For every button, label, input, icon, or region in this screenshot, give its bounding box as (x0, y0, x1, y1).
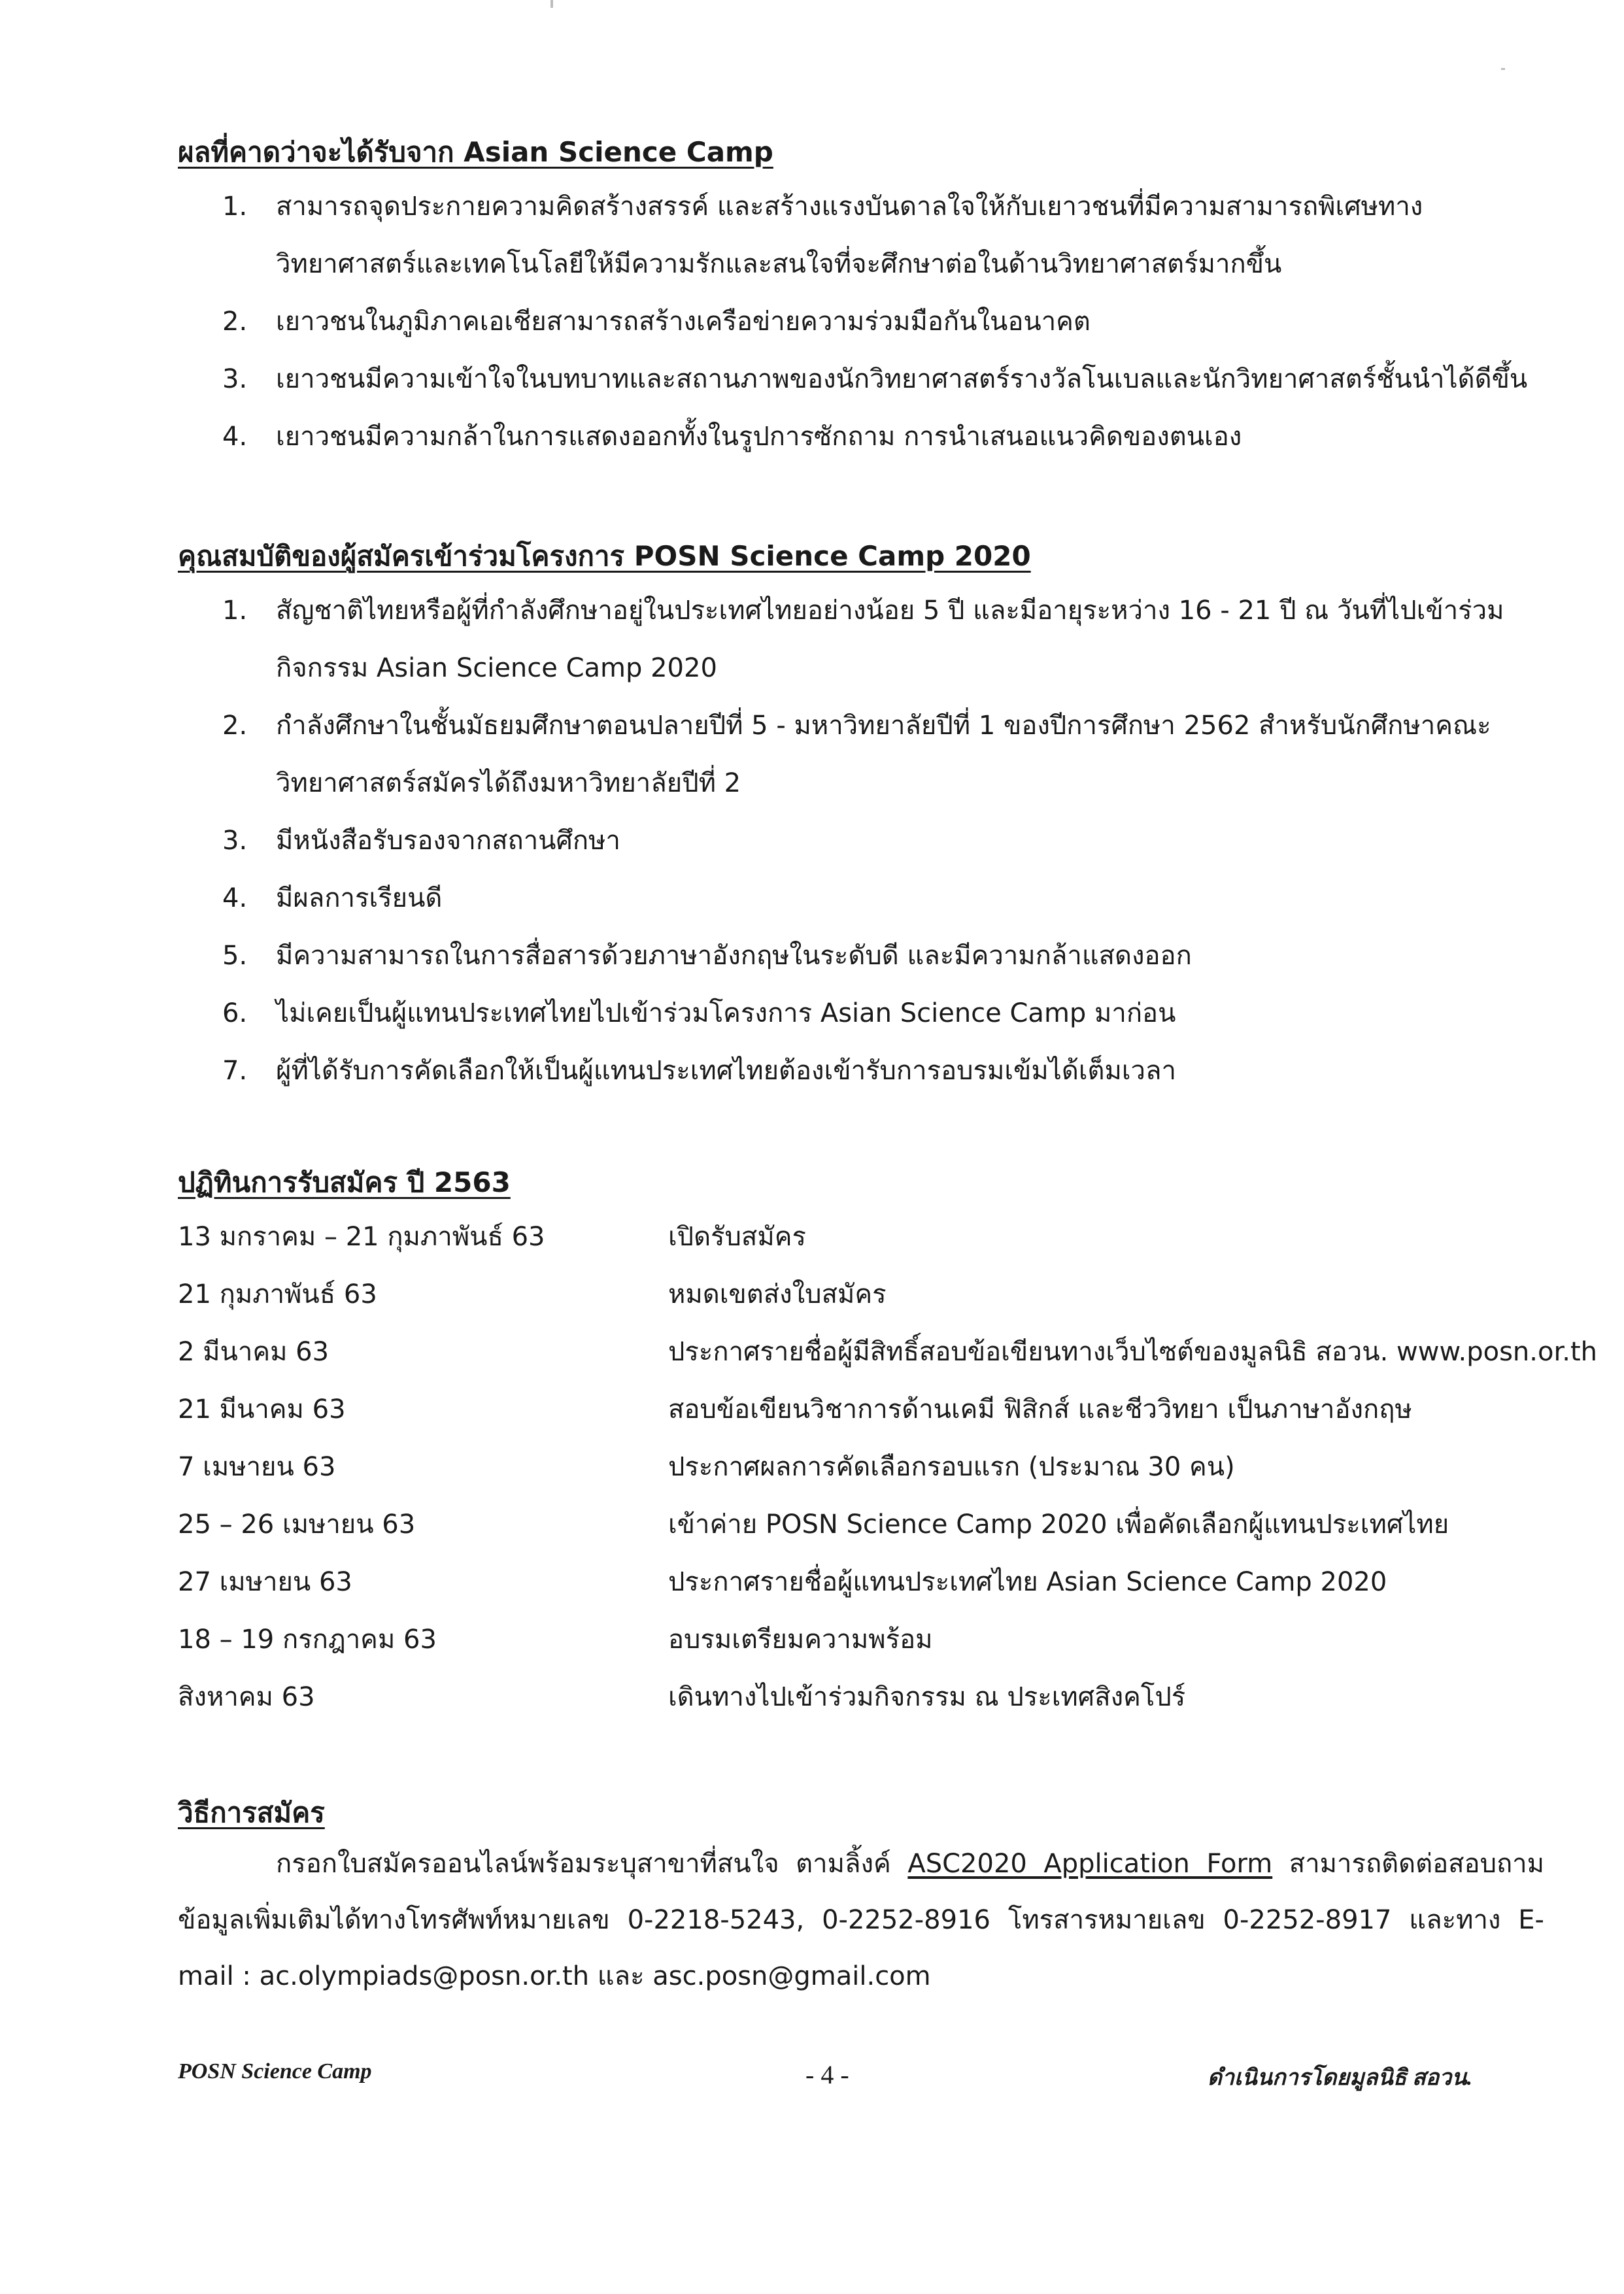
calendar-event: ประกาศรายชื่อผู้มีสิทธิ์สอบข้อเขียนทางเว็บไซต์ของมูลนิธิ สอวน. www.posn.or.th (668, 1337, 1597, 1367)
calendar-date: 21 มีนาคม 63 (178, 1394, 346, 1425)
calendar-row (178, 1266, 1551, 1323)
calendar-row (178, 1611, 1551, 1668)
list-item (222, 869, 1543, 927)
list-item (222, 927, 1543, 985)
calendar-row (178, 1381, 1551, 1438)
list-item (222, 293, 1543, 350)
calendar-row (178, 1438, 1551, 1496)
calendar-date: 7 เมษายน 63 (178, 1452, 336, 1482)
calendar-event: เปิดรับสมัคร (668, 1222, 806, 1252)
footer-left: POSN Science Camp (178, 2059, 372, 2083)
list-item (222, 350, 1543, 408)
how-to-apply-paragraph (178, 1836, 1544, 2004)
calendar-date: 2 มีนาคม 63 (178, 1337, 330, 1367)
item-text: มีความสามารถในการสื่อสารด้วยภาษาอังกฤษในระดับดี และมีความกล้าแสดงออก (276, 941, 1192, 971)
item-number: 4. (222, 422, 248, 452)
calendar-row (178, 1668, 1551, 1726)
item-number: 2. (222, 711, 248, 741)
calendar-event: อบรมเตรียมความพร้อม (668, 1625, 933, 1655)
item-text: เยาวชนมีความเข้าใจในบทบาทและสถานภาพของนักวิทยาศาสตร์รางวัลโนเบลและนักวิทยาศาสตร์ชั้นนำได้ดีขึ้น (276, 364, 1528, 394)
item-number: 7. (222, 1056, 248, 1086)
item-number: 6. (222, 998, 248, 1028)
item-text: สัญชาติไทยหรือผู้ที่กำลังศึกษาอยู่ในประเทศไทยอย่างน้อย 5 ปี และมีอายุระหว่าง 16 - 21 ปี ณ วันที่ไปเข้าร่วมกิจกรรม Asian Science Camp 2020 (276, 596, 1504, 683)
apply-text: กรอกใบสมัครออนไลน์พร้อมระบุสาขาที่สนใจ ตามลิ้งค์ (276, 1849, 908, 1879)
item-text: ไม่เคยเป็นผู้แทนประเทศไทยไปเข้าร่วมโครงการ Asian Science Camp มาก่อน (276, 998, 1176, 1028)
apply-contact-text: สามารถติดต่อสอบถามข้อมูลเพิ่มเติมได้ทางโทรศัพท์หมายเลข 0-2218-5243, 0-2252-8916 โทรสารหมายเลข 0-2252-8917 และทาง E-mail : ac.olympiads@posn.or.th และ asc.posn@gmail.com (178, 1849, 1545, 1991)
item-text: มีหนังสือรับรองจากสถานศึกษา (276, 826, 620, 856)
item-text: เยาวชนมีความกล้าในการแสดงออกทั้งในรูปการซักถาม การนำเสนอแนวคิดของตนเอง (276, 422, 1242, 452)
calendar-date: 25 – 26 เมษายน 63 (178, 1510, 416, 1540)
calendar-event: ประกาศผลการคัดเลือกรอบแรก (ประมาณ 30 คน) (668, 1452, 1235, 1482)
calendar-date: 13 มกราคม – 21 กุมภาพันธ์ 63 (178, 1222, 545, 1252)
item-number: 1. (222, 596, 248, 626)
page-number: - 4 - (805, 2060, 849, 2089)
section-title-expected-results: ผลที่คาดว่าจะได้รับจาก Asian Science Camp (178, 136, 773, 168)
item-text: ผู้ที่ได้รับการคัดเลือกให้เป็นผู้แทนประเทศไทยต้องเข้ารับการอบรมเข้มได้เต็มเวลา (276, 1056, 1176, 1086)
item-number: 3. (222, 364, 248, 394)
list-item (222, 408, 1543, 465)
expected-results-list (222, 178, 1543, 465)
calendar-row (178, 1323, 1597, 1381)
item-number: 5. (222, 941, 248, 971)
item-text: เยาวชนในภูมิภาคเอเชียสามารถสร้างเครือข่ายความร่วมมือกันในอนาคต (276, 307, 1091, 337)
calendar-event: เดินทางไปเข้าร่วมกิจกรรม ณ ประเทศสิงคโปร์ (668, 1682, 1186, 1712)
list-item (222, 812, 1543, 869)
item-number: 3. (222, 826, 248, 856)
section-title-calendar: ปฏิทินการรับสมัคร ปี 2563 (178, 1166, 511, 1198)
calendar-event: หมดเขตส่งใบสมัคร (668, 1279, 887, 1309)
section-title-how-to-apply: วิธีการสมัคร (178, 1796, 325, 1829)
calendar-date: 27 เมษายน 63 (178, 1567, 352, 1597)
calendar-event: สอบข้อเขียนวิชาการด้านเคมี ฟิสิกส์ และชีววิทยา เป็นภาษาอังกฤษ (668, 1394, 1412, 1425)
application-form-link[interactable]: ASC2020 Application Form (907, 1849, 1273, 1879)
calendar-row (178, 1208, 1551, 1266)
item-text: กำลังศึกษาในชั้นมัธยมศึกษาตอนปลายปีที่ 5 - มหาวิทยาลัยปีที่ 1 ของปีการศึกษา 2562 สำหรับนักศึกษาคณะวิทยาศาสตร์สมัครได้ถึงมหาวิทยาลัยปีที่ 2 (276, 711, 1491, 798)
calendar-table (178, 1208, 1597, 1726)
footer-right: ดำเนินการโดยมูลนิธิ สอวน. (1207, 2066, 1472, 2090)
item-number: 1. (222, 192, 248, 222)
section-title-qualifications: คุณสมบัติของผู้สมัครเข้าร่วมโครงการ POSN Science Camp 2020 (178, 540, 1031, 572)
calendar-date: 18 – 19 กรกฎาคม 63 (178, 1625, 437, 1655)
list-item (222, 985, 1543, 1042)
calendar-row (178, 1553, 1551, 1611)
calendar-event: เข้าค่าย POSN Science Camp 2020 เพื่อคัดเลือกผู้แทนประเทศไทย (668, 1510, 1449, 1540)
item-number: 4. (222, 883, 248, 913)
calendar-date: สิงหาคม 63 (178, 1682, 315, 1712)
list-item (222, 697, 1543, 812)
calendar-date: 21 กุมภาพันธ์ 63 (178, 1279, 377, 1309)
list-item (222, 582, 1543, 697)
calendar-event: ประกาศรายชื่อผู้แทนประเทศไทย Asian Science Camp 2020 (668, 1567, 1387, 1597)
scan-speck (550, 0, 553, 8)
qualifications-list (222, 582, 1543, 1100)
list-item (222, 178, 1543, 293)
list-item (222, 1042, 1543, 1100)
calendar-row (178, 1496, 1551, 1553)
item-text: มีผลการเรียนดี (276, 883, 443, 913)
scan-speck (1501, 68, 1505, 70)
item-number: 2. (222, 307, 248, 337)
item-text: สามารถจุดประกายความคิดสร้างสรรค์ และสร้างแรงบันดาลใจให้กับเยาวชนที่มีความสามารถพิเศษทางวิทยาศาสตร์และเทคโนโลยีให้มีความรักและสนใจที่จะศึกษาต่อในด้านวิทยาศาสตร์มากขึ้น (276, 192, 1423, 279)
